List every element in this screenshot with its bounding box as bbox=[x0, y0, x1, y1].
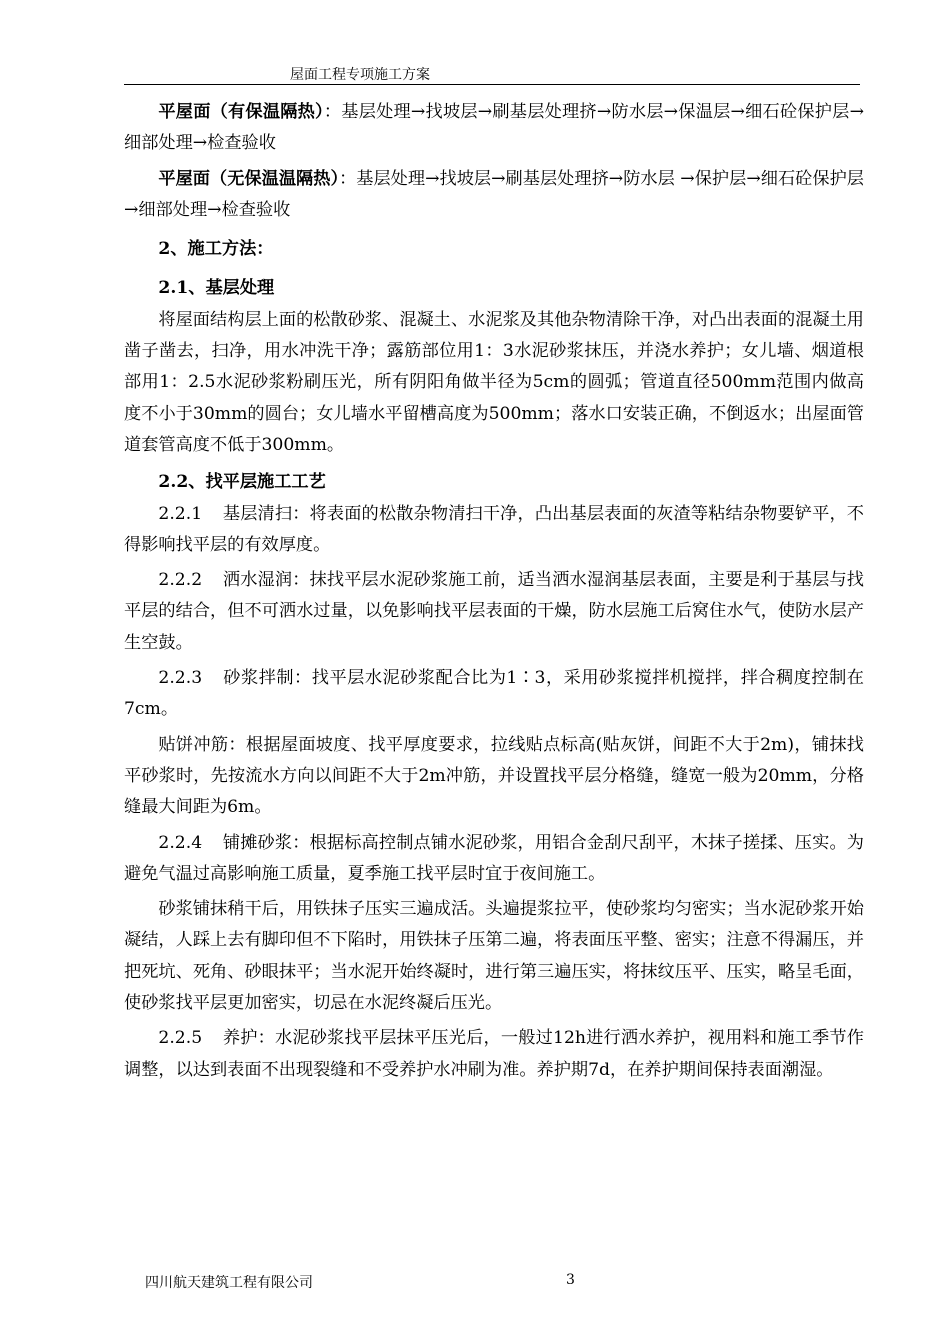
section-number-2-2-1: 2.2.1 bbox=[158, 503, 203, 524]
section-number-2-2-5: 2.2.5 bbox=[158, 1028, 203, 1049]
heading-base-treatment: 2.1、基层处理 bbox=[158, 278, 275, 299]
document-body bbox=[124, 97, 864, 1086]
footer-company: 四川航天建筑工程有限公司 bbox=[145, 1275, 313, 1291]
paragraph-tiebing: 贴饼冲筋：根据屋面坡度、找平厚度要求，拉线贴点标高(贴灰饼，间距不大于2m)，铺抹找平砂浆时，先按流水方向以间距不大于2m冲筋，并设置找平层分格缝，缝宽一般为20mm，分格缝最大间距为6m。 bbox=[124, 734, 864, 818]
section-text-2-2-1: 基层清扫：将表面的松散杂物清扫干净，凸出基层表面的灰渣等粘结杂物要铲平，不得影响找平层的有效厚度。 bbox=[124, 503, 864, 555]
paragraph-flat-roof-insulated bbox=[124, 97, 864, 160]
section-text-2-2-5: 养护：水泥砂浆找平层抹平压光后，一般过12h进行洒水养护，视用料和施工季节作调整，以达到表面不出现裂缝和不受养护水冲刷为准。养护期7d，在养护期间保持表面潮湿。 bbox=[124, 1028, 864, 1080]
section-number-2-2-3: 2.2.3 bbox=[158, 668, 203, 689]
paragraph-2-2-5 bbox=[124, 1023, 864, 1086]
paragraph-2-2-4 bbox=[124, 828, 864, 891]
header-rule bbox=[124, 84, 860, 85]
section-text-2-2-2: 洒水湿润：抹找平层水泥砂浆施工前，适当洒水湿润基层表面，主要是利于基层与找平层的结合，但不可洒水过量，以免影响找平层表面的干燥，防水层施工后窝住水气，使防水层产生空鼓。 bbox=[124, 570, 864, 653]
label-flat-roof-non-insulated: 平屋面（无保温温隔热） bbox=[158, 168, 340, 189]
running-header: 屋面工程专项施工方案 bbox=[290, 67, 430, 83]
text-flat-roof-non-insulated: ：基层处理→找坡层→刷基层处理挤→防水层 →保护层→细石砼保护层→细部处理→检查验收 bbox=[124, 168, 864, 220]
paragraph-2-2-3 bbox=[124, 663, 864, 726]
section-text-2-2-3: 砂浆拌制：找平层水泥砂浆配合比为1∶3，采用砂浆搅拌机搅拌，拌合稠度控制在7cm。 bbox=[124, 668, 864, 720]
section-number-2-2-2: 2.2.2 bbox=[158, 570, 203, 591]
paragraph-2-2-2 bbox=[124, 565, 864, 659]
heading-leveling-layer: 2.2、找平层施工工艺 bbox=[158, 472, 326, 493]
paragraph-2-2-1 bbox=[124, 499, 864, 562]
heading-construction-method: 2、施工方法： bbox=[158, 239, 274, 260]
page-number: 3 bbox=[566, 1272, 575, 1288]
paragraph-flat-roof-non-insulated bbox=[124, 164, 864, 227]
text-flat-roof-insulated: ：基层处理→找坡层→刷基层处理挤→防水层→保温层→细石砼保护层→细部处理→检查验收 bbox=[124, 102, 864, 154]
paragraph-base-treatment: 将屋面结构层上面的松散砂浆、混凝土、水泥浆及其他杂物清除干净，对凸出表面的混凝土用凿子凿去，扫净，用水冲洗干净；露筋部位用1：3水泥砂浆抹压，并浇水养护；女儿墙、烟道根部用1：2.5水泥砂浆粉刷压光，所有阴阳角做半径为5cm的圆弧；管道直径500mm范围内做高度不小于30mm的圆台；女儿墙水平留槽高度为500mm；落水口安装正确，不倒返水；出屋面管道套管高度不低于300mm。 bbox=[124, 309, 864, 455]
section-text-2-2-4: 铺摊砂浆：根据标高控制点铺水泥砂浆，用铝合金刮尺刮平，木抹子搓揉、压实。为避免气温过高影响施工质量，夏季施工找平层时宜于夜间施工。 bbox=[124, 832, 864, 884]
paragraph-shajiang: 砂浆铺抹稍干后，用铁抹子压实三遍成活。头遍提浆拉平，使砂浆均匀密实；当水泥砂浆开始凝结，人踩上去有脚印但不下陷时，用铁抹子压第二遍，将表面压平整、密实；注意不得漏压，并把死坑、死角、砂眼抹平；当水泥开始终凝时，进行第三遍压实，将抹纹压平、压实，略呈毛面，使砂浆找平层更加密实，切忌在水泥终凝后压光。 bbox=[124, 899, 864, 1014]
label-flat-roof-insulated: 平屋面（有保温隔热） bbox=[158, 102, 324, 122]
section-number-2-2-4: 2.2.4 bbox=[158, 832, 203, 853]
